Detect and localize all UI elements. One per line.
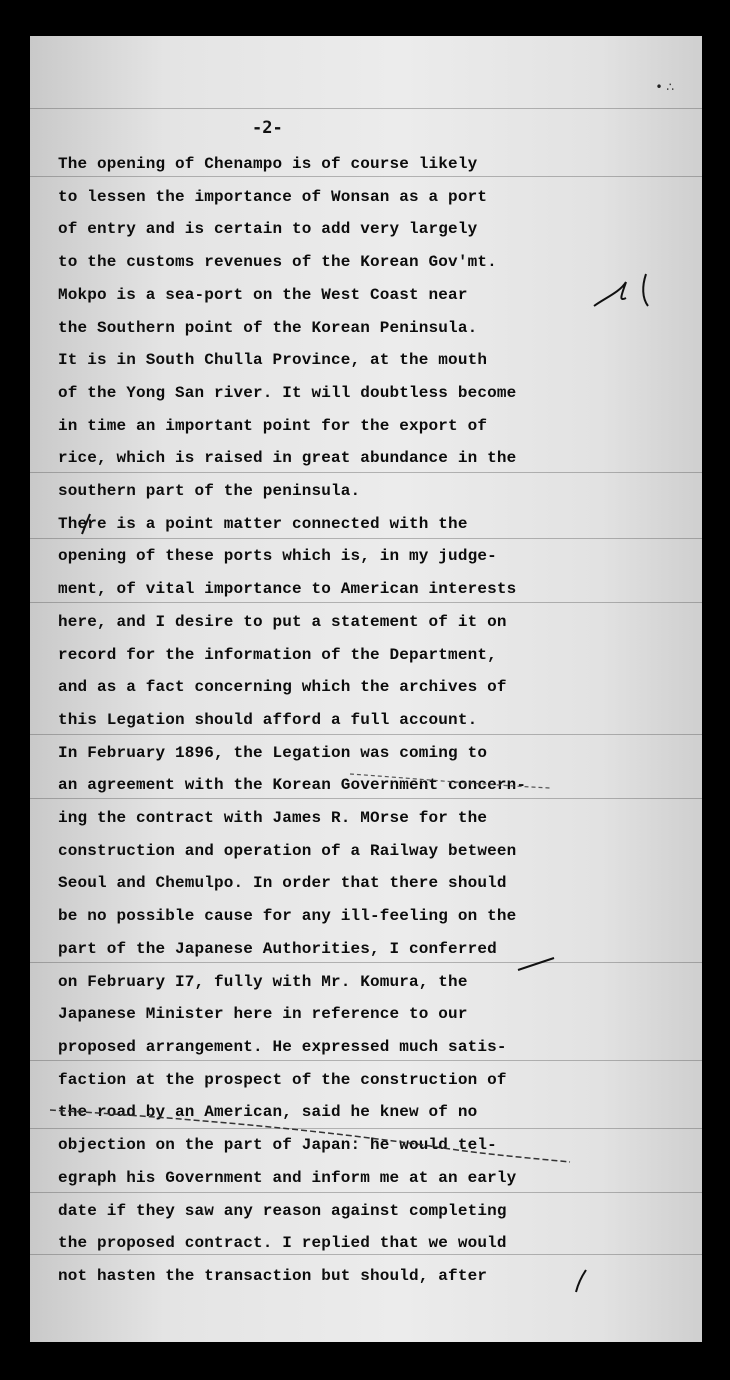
text-line: of entry and is certain to add very largely (58, 220, 478, 239)
text-line: of the Yong San river. It will doubtless become (58, 383, 517, 402)
text-line: rice, which is raised in great abundance in the (58, 449, 517, 468)
page-number: -2- (252, 118, 283, 138)
document-page (30, 36, 702, 1342)
text-line: southern part of the peninsula. (58, 482, 361, 501)
paper-rule (30, 108, 702, 109)
text-line: the Southern point of the Korean Peninsula. (58, 318, 478, 337)
text-line: here, and I desire to put a statement of it on (58, 612, 507, 631)
text-line: be no possible cause for any ill-feeling on the (58, 907, 517, 926)
text-line: an agreement with the Korean Government concern- (58, 776, 527, 795)
text-line: in time an important point for the export of (58, 416, 488, 435)
text-line: proposed arrangement. He expressed much satis- (58, 1037, 507, 1056)
text-line: ment, of vital importance to American interests (58, 580, 517, 599)
text-line: It is in South Chulla Province, at the mouth (58, 351, 488, 370)
text-line: ing the contract with James R. MOrse for the (58, 809, 488, 828)
text-line: The opening of Chenampo is of course likely (58, 155, 478, 173)
text-line: egraph his Government and inform me at an early (58, 1168, 517, 1187)
text-line: construction and operation of a Railway between (58, 841, 517, 860)
text-line: opening of these ports which is, in my judge- (58, 547, 497, 566)
text-line: to lessen the importance of Wonsan as a port (58, 187, 488, 206)
body-text (58, 148, 678, 1293)
text-line: part of the Japanese Authorities, I conferred (58, 939, 497, 958)
text-line: on February I7, fully with Mr. Komura, the (58, 972, 468, 991)
text-line: to the customs revenues of the Korean Gov'mt. (58, 253, 497, 272)
text-line: In February 1896, the Legation was coming to (58, 743, 488, 762)
text-line: record for the information of the Department, (58, 645, 497, 664)
text-line: date if they saw any reason against completing (58, 1201, 507, 1220)
text-line: objection on the part of Japan: he would tel- (58, 1136, 497, 1155)
text-line: and as a fact concerning which the archives of (58, 678, 507, 697)
text-line: Seoul and Chemulpo. In order that there should (58, 874, 507, 893)
text-line: not hasten the transaction but should, after (58, 1266, 488, 1285)
text-line: Japanese Minister here in reference to our (58, 1005, 468, 1024)
text-line: the road by an American, said he knew of no (58, 1103, 478, 1122)
corner-specks: • ∴ (655, 80, 674, 94)
text-line: the proposed contract. I replied that we would (58, 1234, 507, 1253)
text-line: Mokpo is a sea-port on the West Coast near (58, 285, 468, 304)
text-line: There is a point matter connected with the (58, 514, 468, 533)
text-line: faction at the prospect of the construction of (58, 1070, 507, 1089)
text-line: this Legation should afford a full account. (58, 710, 478, 729)
